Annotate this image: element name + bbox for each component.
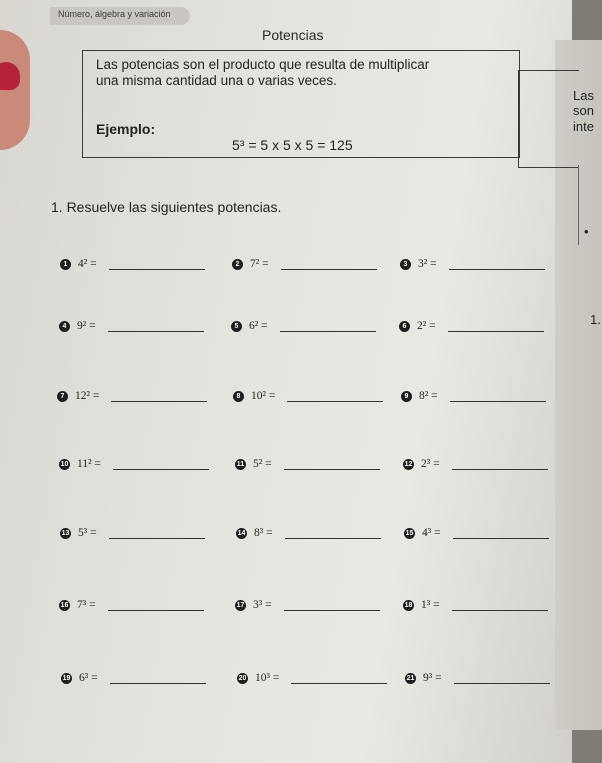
exercise-expression: 7³ = xyxy=(77,599,96,611)
exercise-expression: 12² = xyxy=(75,390,100,402)
answer-line[interactable] xyxy=(449,268,545,270)
exercise-7 xyxy=(57,390,207,402)
side-text-5: 1. xyxy=(590,312,601,327)
exercise-expression: 8² = xyxy=(419,390,438,402)
definition-line-1: Las potencias son el producto que resulta de multiplicar xyxy=(96,57,430,72)
exercise-number-badge: 7 xyxy=(57,391,68,402)
answer-line[interactable] xyxy=(448,330,544,332)
exercise-expression: 11² = xyxy=(77,458,101,470)
exercise-4 xyxy=(59,320,204,332)
exercise-11 xyxy=(235,458,380,470)
example-formula: 5³ = 5 x 5 x 5 = 125 xyxy=(232,137,353,153)
exercise-14 xyxy=(236,527,381,539)
exercise-number-badge: 10 xyxy=(60,460,69,468)
answer-line[interactable] xyxy=(453,537,549,539)
answer-line[interactable] xyxy=(111,400,207,402)
exercise-number-badge: 11 xyxy=(236,460,245,468)
side-box xyxy=(518,70,579,168)
exercise-number-badge: 15 xyxy=(405,529,414,537)
exercise-expression: 2³ = xyxy=(421,458,440,470)
exercise-20 xyxy=(237,672,387,684)
answer-line[interactable] xyxy=(109,537,205,539)
exercise-number-badge: 2 xyxy=(232,259,243,270)
answer-line[interactable] xyxy=(452,609,548,611)
answer-line[interactable] xyxy=(280,330,376,332)
example-label: Ejemplo: xyxy=(96,121,156,137)
exercise-expression: 2² = xyxy=(417,320,436,332)
exercise-16 xyxy=(59,599,204,611)
answer-line[interactable] xyxy=(291,682,387,684)
exercise-21 xyxy=(405,672,550,684)
exercise-number-badge: 21 xyxy=(406,674,415,682)
answer-line[interactable] xyxy=(113,468,209,470)
exercise-expression: 3² = xyxy=(418,258,437,270)
exercise-expression: 9² = xyxy=(77,320,96,332)
exercise-expression: 5³ = xyxy=(78,527,97,539)
answer-line[interactable] xyxy=(450,400,546,402)
exercise-expression: 7² = xyxy=(250,258,269,270)
exercise-number-badge: 18 xyxy=(404,601,413,609)
exercise-number-badge: 14 xyxy=(237,529,246,537)
exercise-expression: 8³ = xyxy=(254,527,273,539)
definition-line-2: una misma cantidad una o varias veces. xyxy=(96,73,337,88)
exercise-expression: 1³ = xyxy=(421,599,440,611)
exercise-number-badge: 19 xyxy=(62,674,71,682)
side-text-3: inte xyxy=(573,119,594,134)
exercise-13 xyxy=(60,527,205,539)
exercise-expression: 3³ = xyxy=(253,599,272,611)
section-label: Número, álgebra y variación xyxy=(58,9,171,19)
exercise-number-badge: 12 xyxy=(404,460,413,468)
exercise-number-badge: 17 xyxy=(236,601,245,609)
exercise-10 xyxy=(59,458,209,470)
exercise-number-badge: 13 xyxy=(61,529,70,537)
side-frame-line xyxy=(578,165,580,245)
answer-line[interactable] xyxy=(452,468,548,470)
exercise-number-badge: 3 xyxy=(400,259,411,270)
side-text-1: Las xyxy=(573,88,594,103)
exercise-number-badge: 6 xyxy=(399,321,410,332)
exercise-number-badge: 16 xyxy=(60,601,69,609)
exercise-8 xyxy=(233,390,383,402)
answer-line[interactable] xyxy=(108,609,204,611)
exercise-19 xyxy=(61,672,206,684)
exercise-1 xyxy=(60,258,205,270)
exercise-18 xyxy=(403,599,548,611)
exercise-2 xyxy=(232,258,377,270)
answer-line[interactable] xyxy=(284,609,380,611)
answer-line[interactable] xyxy=(110,682,206,684)
exercise-expression: 4² = xyxy=(78,258,97,270)
answer-line[interactable] xyxy=(454,682,550,684)
exercise-number-badge: 4 xyxy=(59,321,70,332)
exercise-6 xyxy=(399,320,544,332)
exercise-number-badge: 20 xyxy=(238,674,247,682)
side-text-2: son xyxy=(573,103,594,118)
answer-line[interactable] xyxy=(281,268,377,270)
finger-shape xyxy=(0,30,30,150)
exercise-expression: 4³ = xyxy=(422,527,441,539)
exercise-15 xyxy=(404,527,549,539)
exercise-9 xyxy=(401,390,546,402)
exercise-number-badge: 5 xyxy=(231,321,242,332)
exercise-17 xyxy=(235,599,380,611)
exercise-expression: 9³ = xyxy=(423,672,442,684)
instruction: 1. Resuelve las siguientes potencias. xyxy=(51,199,282,215)
exercise-12 xyxy=(403,458,548,470)
page-title: Potencias xyxy=(262,27,324,43)
exercise-expression: 6³ = xyxy=(79,672,98,684)
exercise-5 xyxy=(231,320,376,332)
definition-text xyxy=(96,57,516,89)
exercise-number-badge: 8 xyxy=(233,391,244,402)
exercise-expression: 6² = xyxy=(249,320,268,332)
answer-line[interactable] xyxy=(109,268,205,270)
exercise-expression: 5² = xyxy=(253,458,272,470)
exercise-number-badge: 1 xyxy=(60,259,71,270)
exercise-number-badge: 9 xyxy=(401,391,412,402)
answer-line[interactable] xyxy=(285,537,381,539)
answer-line[interactable] xyxy=(284,468,380,470)
exercise-3 xyxy=(400,258,545,270)
exercise-expression: 10² = xyxy=(251,390,276,402)
side-bullet: • xyxy=(584,224,589,239)
answer-line[interactable] xyxy=(287,400,383,402)
answer-line[interactable] xyxy=(108,330,204,332)
exercise-expression: 10³ = xyxy=(255,672,280,684)
